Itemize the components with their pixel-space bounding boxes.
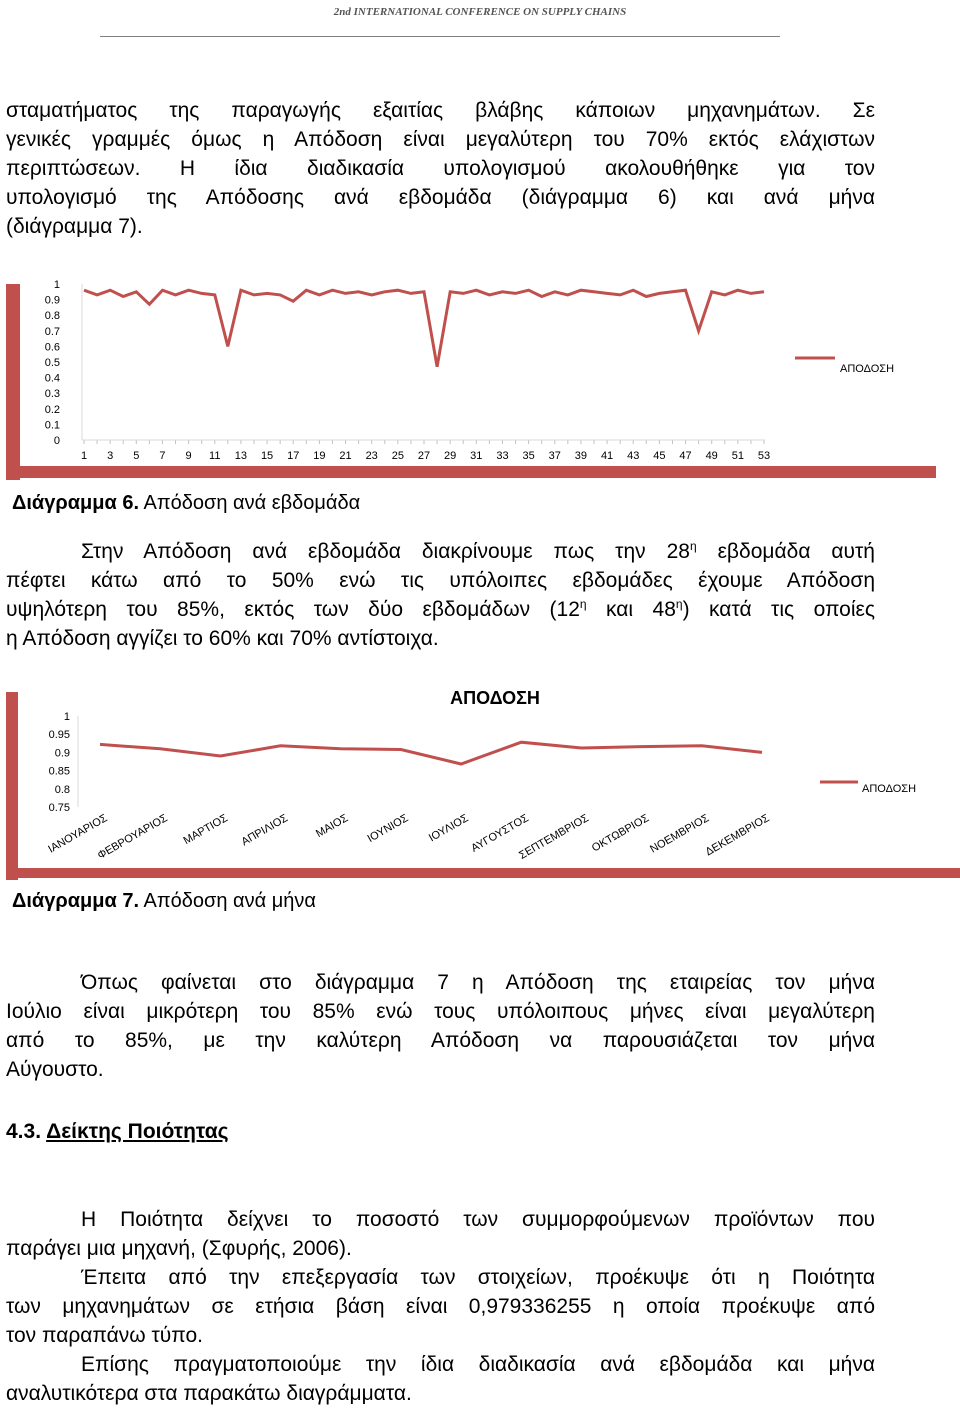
chart-frame-bottom (6, 868, 960, 878)
quality-line: τον παραπάνω τύπο. (6, 1324, 203, 1347)
text-run: εβδομάδα αυτή (696, 540, 875, 563)
x-tick-label: ΑΥΓΟΥΣΤΟΣ (469, 812, 531, 855)
x-tick-label: ΑΠΡΙΛΙΟΣ (239, 812, 291, 849)
x-tick-label: ΝΟΕΜΒΡΙΟΣ (648, 812, 712, 856)
x-tick-label: 47 (679, 450, 692, 462)
x-tick-label: 3 (107, 450, 114, 462)
intro-line: γενικές γραμμές όμως η Απόδοση είναι μεγαλύτερη του 70% εκτός ελάχιστων (6, 128, 875, 151)
x-tick-label: 11 (209, 450, 221, 462)
x-tick-label: 29 (444, 450, 457, 462)
x-tick-label: 5 (133, 450, 140, 462)
monthly-line: Όπως φαίνεται στο διάγραμμα 7 η Απόδοση της εταιρείας τον μήνα (81, 971, 875, 994)
text-run: ) κατά τις οποίες (682, 598, 875, 621)
x-tick-label: 49 (705, 450, 718, 462)
x-tick-label: 13 (234, 450, 248, 462)
intro-line: περιπτώσεων. Η ίδια διαδικασία υπολογισμού ακολουθήθηκε για τον (6, 157, 875, 180)
y-tick-label: 0.4 (44, 372, 60, 385)
x-tick-label: 51 (731, 450, 744, 462)
chart-frame-left (6, 692, 18, 880)
section-number: 4.3. (6, 1120, 42, 1143)
y-tick-label: 0.6 (44, 341, 60, 354)
quality-line: παράγει μια μηχανή, (Σφυρής, 2006). (6, 1237, 352, 1260)
y-tick-label: 0.2 (44, 403, 60, 416)
y-tick-label: 0.8 (44, 310, 60, 323)
monthly-line: Αύγουστο. (6, 1058, 104, 1081)
text-run: υψηλότερη του 85%, εκτός των δύο εβδομάδων (12 (6, 598, 580, 621)
x-tick-label: 1 (80, 450, 88, 462)
figure6-caption-text: Απόδοση ανά εβδομάδα (143, 492, 361, 514)
y-tick-label: 0.1 (44, 419, 60, 432)
superscript: η (579, 597, 587, 611)
quality-line: Επίσης πραγματοποιούμε την ίδια διαδικασία ανά εβδομάδα και μήνα (81, 1353, 875, 1376)
quality-paragraph (6, 1205, 875, 1408)
monthly-paragraph (6, 968, 875, 1084)
x-tick-label: 17 (287, 450, 300, 462)
monthly-availability-chart (0, 680, 960, 882)
x-tick-label: ΔΕΚΕΜΒΡΙΟΣ (703, 812, 772, 859)
y-tick-label: 1 (63, 711, 70, 723)
x-tick-label: 25 (391, 450, 404, 462)
x-tick-label: 33 (496, 450, 509, 462)
x-tick-label: ΙΟΥΝΙΟΣ (365, 812, 411, 846)
series-line-availability (100, 742, 762, 764)
superscript: η (675, 597, 683, 611)
legend-label: ΑΠΟΔΟΣΗ (862, 783, 917, 795)
y-tick-label: 0.95 (48, 729, 70, 742)
quality-line: Έπειτα από την επεξεργασία των στοιχείων, προέκυψε ότι η Ποιότητα (81, 1266, 875, 1289)
x-tick-label: 23 (365, 450, 378, 462)
x-tick-label: 7 (159, 450, 166, 462)
text-run: και 48 (586, 598, 676, 621)
weekly-line: η Απόδοση αγγίζει το 60% και 70% αντίστοιχα. (6, 627, 439, 650)
y-tick-label: 0.85 (48, 765, 70, 778)
monthly-line: Ιούλιο είναι μικρότερη του 85% ενώ τους υπόλοιπους μήνες είναι μεγαλύτερη (6, 1000, 875, 1023)
chart-frame-left (6, 284, 20, 480)
y-tick-label: 0.3 (44, 388, 60, 401)
intro-paragraph (6, 96, 875, 241)
quality-line: Η Ποιότητα δείχνει το ποσοστό των συμμορφούμενων προϊόντων που (81, 1208, 875, 1231)
superscript: η (689, 539, 697, 553)
figure6-caption (12, 492, 360, 515)
x-tick-label: 19 (313, 450, 326, 462)
legend-label: ΑΠΟΔΟΣΗ (840, 363, 895, 375)
chart-frame-bottom (6, 466, 936, 478)
x-tick-label: 53 (757, 450, 771, 462)
monthly-line: από το 85%, με την καλύτερη Απόδοση να παρουσιάζεται τον μήνα (6, 1029, 875, 1052)
weekly-line: πέφτει κάτω από το 50% ενώ τις υπόλοιπες εβδομάδες έχουμε Απόδοση (6, 569, 875, 592)
y-tick-label: 0.7 (44, 325, 60, 338)
x-tick-label: 37 (548, 450, 561, 462)
section-title: Δείκτης Ποιότητας (46, 1120, 229, 1143)
quality-line: των μηχανημάτων σε ετήσια βάση είναι 0,979336255 η οποία προέκυψε από (6, 1295, 875, 1318)
x-tick-label: 21 (339, 450, 352, 462)
x-tick-label: 41 (600, 450, 614, 462)
y-tick-label: 0 (53, 435, 60, 447)
x-tick-label: 27 (417, 450, 431, 462)
x-tick-label: 39 (574, 450, 588, 462)
figure7-caption-text: Απόδοση ανά μήνα (143, 890, 316, 912)
x-tick-label: 35 (522, 450, 535, 462)
x-tick-label: 43 (627, 450, 640, 462)
y-tick-label: 1 (53, 279, 60, 291)
x-tick-label: ΙΟΥΛΙΟΣ (426, 812, 471, 845)
section-heading (6, 1120, 229, 1144)
figure6-label: Διάγραμμα 6. (12, 492, 140, 514)
series-line-availability (84, 290, 764, 367)
x-tick-label: 31 (470, 450, 483, 462)
intro-line: (διάγραμμα 7). (6, 215, 143, 238)
weekly-paragraph (6, 537, 875, 653)
x-tick-label: ΜΑΙΟΣ (313, 812, 351, 841)
intro-line: υπολογισμό της Απόδοσης ανά εβδομάδα (διάγραμμα 6) και ανά μήνα (6, 186, 875, 209)
x-tick-label: ΟΚΤΩΒΡΙΟΣ (589, 812, 652, 855)
y-tick-label: 0.8 (54, 783, 70, 796)
figure7-label: Διάγραμμα 7. (12, 890, 140, 912)
text-run: Στην Απόδοση ανά εβδομάδα διακρίνουμε πως την 28 (81, 540, 690, 563)
y-tick-label: 0.5 (44, 357, 60, 369)
weekly-availability-chart (0, 268, 960, 480)
x-tick-label: ΙΑΝΟΥΑΡΙΟΣ (46, 812, 110, 856)
conference-header: 2nd INTERNATIONAL CONFERENCE ON SUPPLY CHAINS (333, 6, 627, 18)
x-tick-label: ΦΕΒΡΟΥΑΡΙΟΣ (95, 812, 170, 862)
y-tick-label: 0.9 (44, 294, 60, 307)
quality-line: αναλυτικότερα στα παρακάτω διαγράμματα. (6, 1382, 412, 1405)
x-tick-label: ΜΑΡΤΙΟΣ (181, 812, 230, 848)
x-tick-label: 15 (260, 450, 274, 462)
intro-line: σταματήματος της παραγωγής εξαιτίας βλάβης κάποιων μηχανημάτων. Σε (6, 99, 875, 122)
y-tick-label: 0.75 (48, 802, 70, 814)
chart-title: ΑΠΟΔΟΣΗ (450, 688, 540, 708)
x-tick-label: 9 (185, 450, 192, 462)
weekly-line (6, 595, 875, 624)
figure7-caption (12, 890, 316, 913)
header-rule (100, 36, 780, 37)
y-tick-label: 0.9 (54, 747, 70, 760)
weekly-line (6, 537, 875, 566)
x-tick-label: 45 (653, 450, 666, 462)
x-tick-label: ΣΕΠΤΕΜΒΡΙΟΣ (517, 812, 591, 862)
